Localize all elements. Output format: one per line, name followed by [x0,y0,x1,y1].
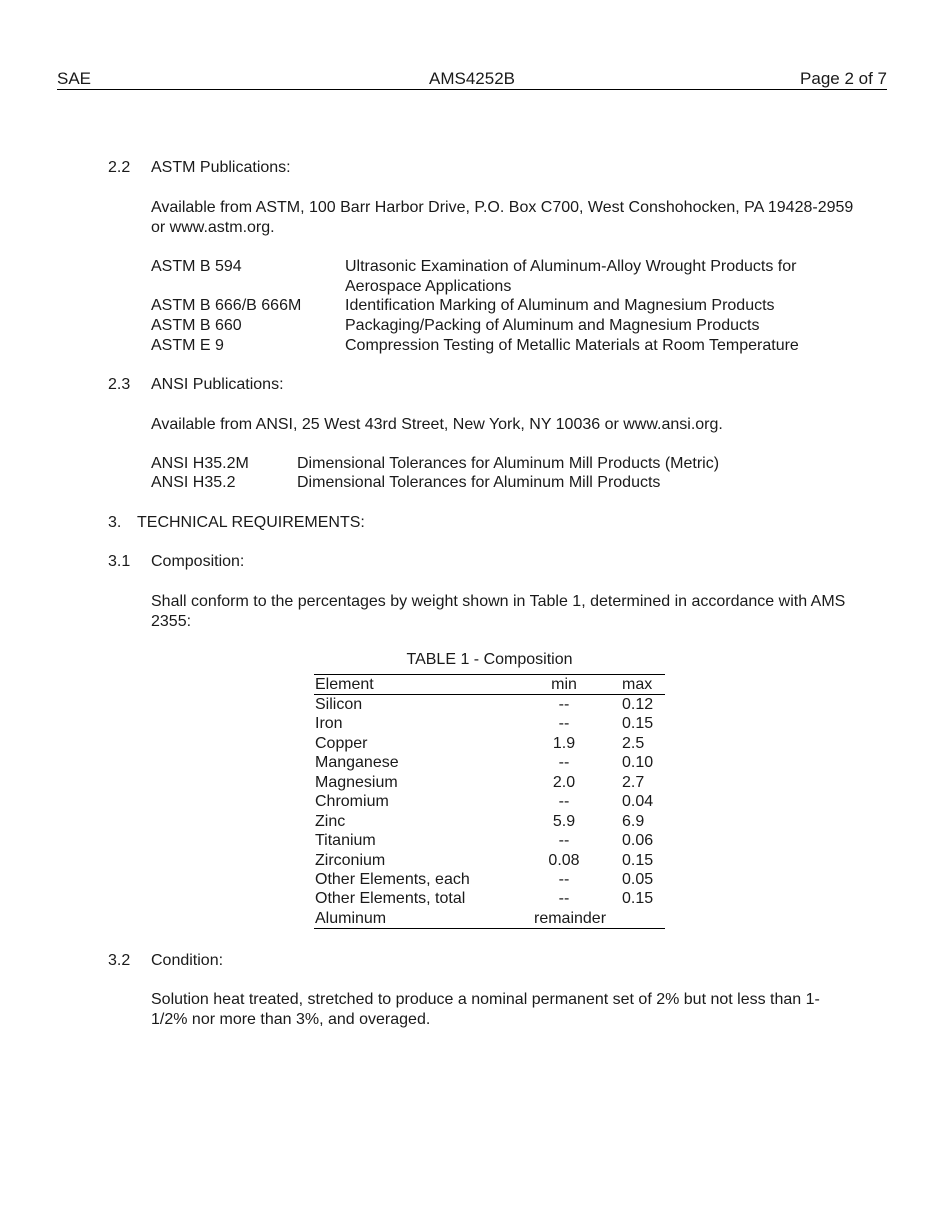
astm-ref-desc: Ultrasonic Examination of Aluminum-Alloy Wrought Products for Aerospace Applications [345,258,797,295]
cell-max: 2.7 [622,773,645,791]
cell-element: Zinc [315,812,346,830]
cell-element: Other Elements, each [315,870,470,888]
cell-element: Aluminum [315,909,387,927]
ansi-ref-desc: Dimensional Tolerances for Aluminum Mill Products (Metric) [297,455,720,472]
section-3-1-title: Composition: [151,553,245,570]
cell-max: 6.9 [622,812,645,830]
header-org: SAE [57,69,92,88]
ansi-ref-code: ANSI H35.2 [151,474,236,491]
cell-min: -- [558,890,570,908]
section-3-title: TECHNICAL REQUIREMENTS: [137,514,365,531]
composition-table [314,650,665,929]
section-3-2-text: Solution heat treated, stretched to produce a nominal permanent set of 2% but not less than 1-1/2% nor more than 3%, and overaged. [151,991,820,1028]
ansi-ref-code: ANSI H35.2M [151,455,249,472]
header-max: max [622,676,653,693]
cell-max: 2.5 [622,734,645,752]
astm-ref-desc: Packaging/Packing of Aluminum and Magnesium Products [345,317,760,334]
cell-element: Titanium [315,832,376,850]
table-row [314,753,665,772]
astm-ref-code: ASTM E 9 [151,337,224,354]
header-page-number: Page 2 of 7 [800,69,887,88]
table-body [314,695,665,929]
ansi-ref-desc: Dimensional Tolerances for Aluminum Mill Products [297,474,661,491]
astm-ref-desc: Compression Testing of Metallic Materials at Room Temperature [345,337,799,354]
cell-min: 1.9 [552,734,576,752]
cell-min: -- [558,832,570,850]
cell-element: Copper [315,734,368,752]
cell-max: 0.15 [622,851,654,869]
table-header-row [314,674,665,695]
table-title: TABLE 1 - Composition [406,651,573,668]
cell-max: 0.04 [622,793,654,811]
table-row [314,812,665,831]
cell-max: 0.12 [622,696,654,713]
cell-min: 2.0 [552,773,576,791]
table-row [314,773,665,792]
cell-min: -- [558,793,570,811]
cell-min: remainder [534,909,607,927]
section-2-2-number: 2.2 [108,159,131,176]
cell-min: -- [558,870,570,888]
cell-max: 0.05 [622,870,654,888]
header-min: min [551,676,577,693]
astm-ref-code: ASTM B 660 [151,317,242,334]
table-row [314,851,665,870]
section-2-3-title: ANSI Publications: [151,376,284,393]
cell-element: Chromium [315,793,389,811]
cell-element: Zirconium [315,851,386,869]
cell-min: -- [558,715,570,733]
section-2-3-number: 2.3 [108,376,131,393]
page-header [57,69,887,90]
section-3-2-number: 3.2 [108,952,131,969]
header-doc-number: AMS4252B [429,69,515,88]
cell-min: 5.9 [552,812,576,830]
table-row [314,889,665,908]
cell-min: -- [558,696,570,713]
cell-element: Iron [315,715,343,733]
section-2-3-intro: Available from ANSI, 25 West 43rd Street, New York, NY 10036 or www.ansi.org. [151,416,723,433]
cell-min: 0.08 [548,851,580,869]
cell-max: 0.15 [622,890,654,908]
table-row [314,734,665,753]
cell-element: Manganese [315,754,399,772]
section-3-1-text: Shall conform to the percentages by weight shown in Table 1, determined in accordance with AMS 2355: [151,593,846,630]
cell-element: Silicon [315,696,363,713]
astm-ref-code: ASTM B 594 [151,258,242,275]
table-row [314,792,665,811]
cell-element: Other Elements, total [315,890,466,908]
section-3-2-title: Condition: [151,952,224,969]
section-3-number: 3. [108,514,122,531]
table-row [314,909,665,929]
astm-ref-code: ASTM B 666/B 666M [151,297,302,314]
section-3-1-number: 3.1 [108,553,131,570]
cell-max: 0.15 [622,715,654,733]
table-row [314,695,665,714]
table-row [314,870,665,889]
cell-element: Magnesium [315,773,398,791]
cell-max: 0.10 [622,754,654,772]
header-element: Element [315,676,374,693]
table-row [314,831,665,850]
cell-max: 0.06 [622,832,654,850]
table-row [314,714,665,733]
cell-min: -- [558,754,570,772]
section-2-2-title: ASTM Publications: [151,159,291,176]
section-2-2-intro: Available from ASTM, 100 Barr Harbor Drive, P.O. Box C700, West Conshohocken, PA 19428-2959 or www.astm.org. [151,199,854,236]
astm-ref-desc: Identification Marking of Aluminum and Magnesium Products [345,297,775,314]
